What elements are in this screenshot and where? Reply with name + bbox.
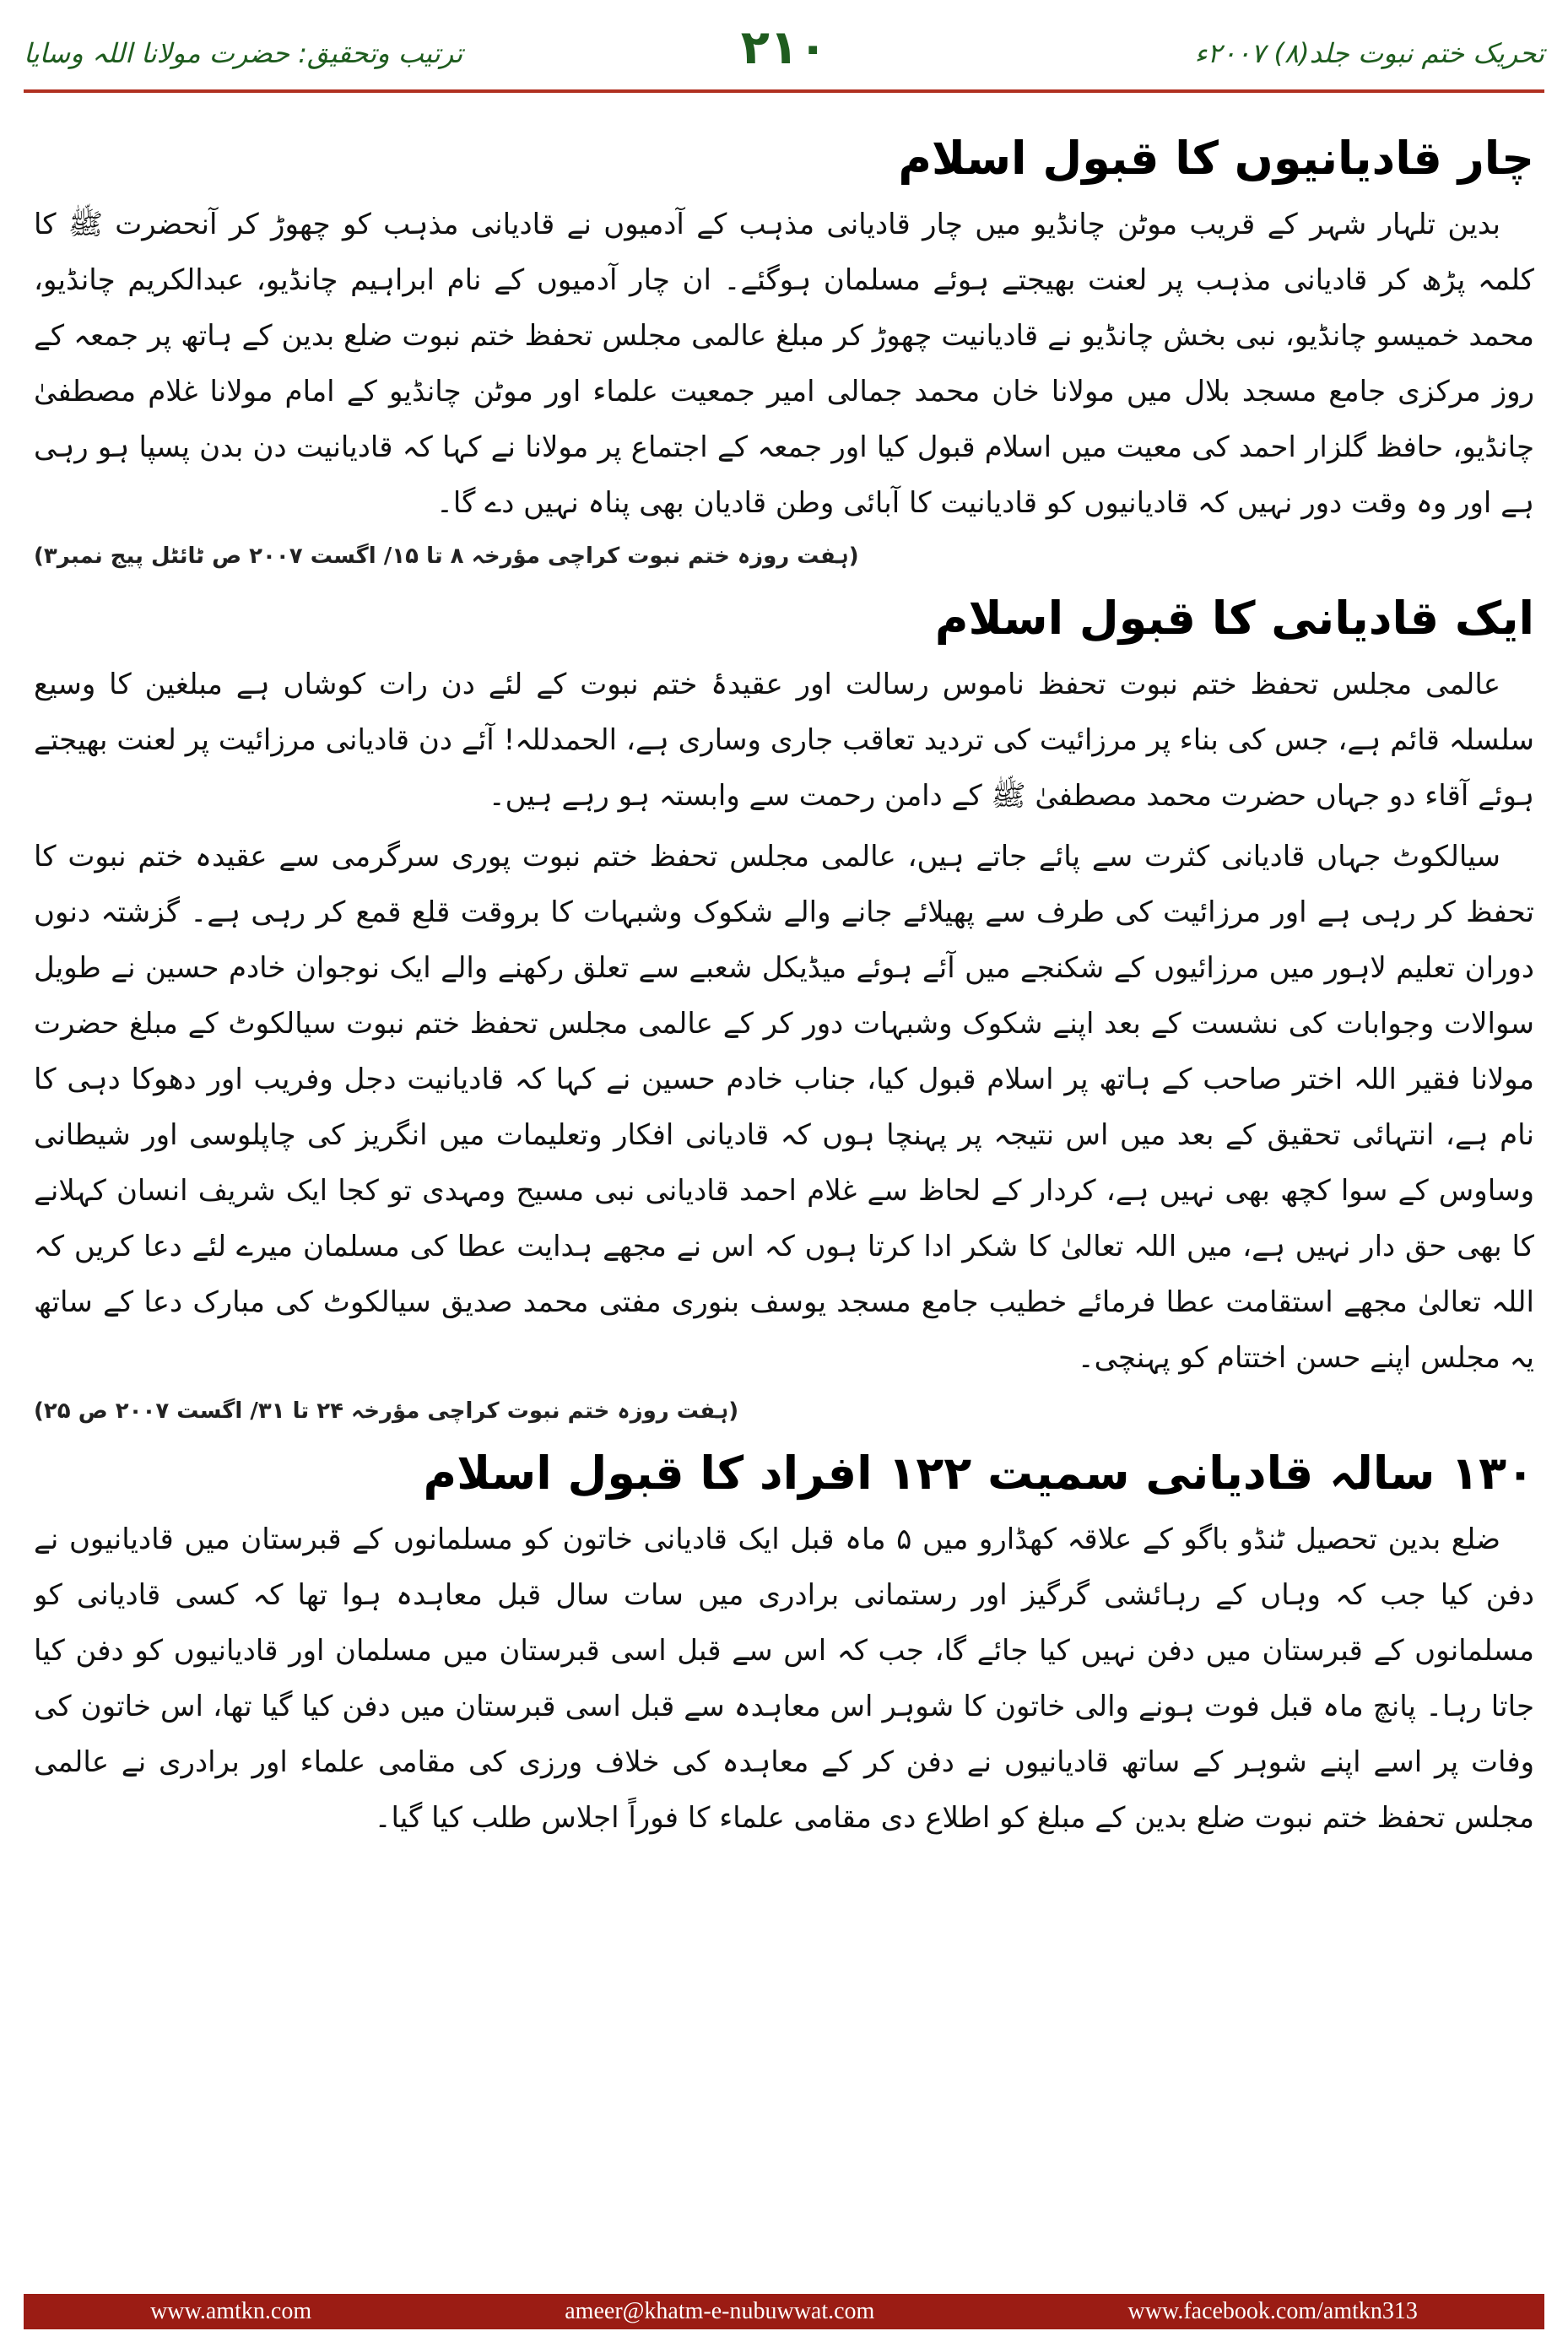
facebook-link[interactable]: www.facebook.com/amtkn313 bbox=[1127, 2298, 1418, 2324]
source-reference: (ہفت روزہ ختم نبوت کراچی مؤرخہ ۸ تا ۱۵/ اگست ۲۰۰۷ ص ٹائٹل پیج نمبر۳) bbox=[34, 543, 859, 569]
compiler-credit: ترتیب وتحقیق: حضرت مولانا اللہ وسایا bbox=[24, 37, 463, 69]
section-one-qadiani bbox=[34, 588, 1534, 1431]
section-title: ایک قادیانی کا قبول اسلام bbox=[934, 591, 1534, 645]
paragraph: سیالکوٹ جہاں قادیانی کثرت سے پائے جاتے ہیں، عالمی مجلس تحفظ ختم نبوت پوری سرگرمی سے عقیدہ ختم نبوت کا تحفظ کر رہی ہے اور مرزائیت کی طرف سے پھیلائے جانے والے شکوک وشبہات کا بروقت قلع قمع کر رہی ہے۔ گزشتہ دنوں دوران تعلیم لاہور میں مرزائیوں کے شکنجے میں آئے ہوئے میڈیکل شعبے سے تعلق رکھنے والے ایک نوجوان خادم حسین نے طویل سوالات وجوابات کی نشست کے بعد اپنے شکوک وشبہات دور کر کے عالمی مجلس تحفظ ختم نبوت سیالکوٹ کے مبلغ حضرت مولانا فقیر اللہ اختر صاحب کے ہاتھ پر اسلام قبول کیا، جناب خادم حسین نے کہا کہ قادیانیت دجل وفریب اور دھوکا دہی کا نام ہے، انتہائی تحقیق کے بعد میں اس نتیجہ پر پہنچا ہوں کہ قادیانی افکار وتعلیمات میں انگریز کی چاپلوسی اور شیطانی وساوس کے سوا کچھ بھی نہیں ہے، کردار کے لحاظ سے غلام احمد قادیانی نبی مسیح ومہدی تو کجا ایک شریف انسان کہلانے کا بھی حق دار نہیں ہے، میں اللہ تعالیٰ کا شکر ادا کرتا ہوں کہ اس نے مجھے ہدایت عطا کی مسلمان میرے لئے دعا کریں کہ اللہ تعالیٰ مجھے استقامت عطا فرمائے خطیب جامع مسجد یوسف بنوری مفتی محمد صدیق سیالکوٹ کی مبارک دعا کے ساتھ یہ مجلس اپنے حسن اختتام کو پہنچی۔ bbox=[34, 839, 1534, 1375]
paragraph: ضلع بدین تحصیل ٹنڈو باگو کے علاقہ کھڈارو میں ۵ ماہ قبل ایک قادیانی خاتون کو مسلمانوں کے قبرستان میں قادیانیوں نے دفن کیا جب کہ وہاں کے رہائشی گرگیز اور رستمانی برادری میں سات سال قبل معاہدہ ہوا تھا کہ کسی قادیانی کو مسلمانوں کے قبرستان میں دفن نہیں کیا جائے گا، جب کہ اس سے قبل اسی قبرستان میں مسلمان اور قادیانیوں کو دفن کیا جاتا رہا۔ پانچ ماہ قبل فوت ہونے والی خاتون کا شوہر اس معاہدہ سے قبل اسی قبرستان میں دفن کیا گیا تھا، اس خاتون کی وفات پر اسے اپنے شوہر کے ساتھ قادیانیوں نے دفن کر کے معاہدہ کی خلاف ورزی کی مقامی علماء اور برادری نے عالمی مجلس تحفظ ختم نبوت ضلع بدین کے مبلغ کو اطلاع دی مقامی علماء کا فوراً اجلاس طلب کیا گیا۔ bbox=[34, 1522, 1534, 1835]
section-title: چار قادیانیوں کا قبول اسلام bbox=[898, 132, 1534, 185]
source-reference: (ہفت روزہ ختم نبوت کراچی مؤرخہ ۲۴ تا ۳۱/ اگست ۲۰۰۷ ص ۲۵) bbox=[34, 1398, 739, 1424]
website-link[interactable]: www.amtkn.com bbox=[150, 2298, 312, 2324]
page-footer bbox=[24, 2294, 1544, 2329]
page-header bbox=[24, 12, 1544, 111]
section-122-people bbox=[34, 1443, 1534, 1846]
section-title: ۱۳۰ سالہ قادیانی سمیت ۱۲۲ افراد کا قبول اسلام bbox=[423, 1446, 1534, 1500]
section-four-qadianis bbox=[34, 128, 1534, 576]
header-divider bbox=[24, 89, 1544, 93]
page-number: ۲۱۰ bbox=[740, 20, 828, 75]
email-link[interactable]: ameer@khatm-e-nubuwwat.com bbox=[565, 2298, 875, 2324]
paragraph: بدین تلہار شہر کے قریب موٹن چانڈیو میں چار قادیانی مذہب کے آدمیوں نے قادیانی مذہب کو چھوڑ کر آنحضرت ﷺ کا کلمہ پڑھ کر قادیانی مذہب پر لعنت بھیجتے ہوئے مسلمان ہوگئے۔ ان چار آدمیوں کے نام ابراہیم چانڈیو، عبدالکریم چانڈیو، محمد خمیسو چانڈیو، نبی بخش چانڈیو نے قادیانیت چھوڑ کر مبلغ عالمی مجلس تحفظ ختم نبوت ضلع بدین کے ہاتھ پر جمعہ کے روز مرکزی جامع مسجد بلال میں مولانا خان محمد جمالی امیر جمعیت علماء اور موٹن چانڈیو کے امام مولانا غلام مصطفیٰ چانڈیو، حافظ گلزار احمد کی معیت میں اسلام قبول کیا اور جمعہ کے اجتماع پر مولانا نے کہا کہ قادیانیت دن بدن پسپا ہو رہی ہے اور وہ وقت دور نہیں کہ قادیانیوں کو قادیانیت کا آبائی وطن قادیان بھی پناہ نہیں دے گا۔ bbox=[34, 207, 1534, 520]
paragraph: عالمی مجلس تحفظ ختم نبوت تحفظ ناموس رسالت اور عقیدۂ ختم نبوت کے لئے دن رات کوشاں ہے مبلغین کا وسیع سلسلہ قائم ہے، جس کی بناء پر مرزائیت کی تردید تعاقب جاری وساری ہے، الحمدللہ! آئے دن قادیانی مرزائیت پر لعنت بھیجتے ہوئے آقاء دو جہاں حضرت محمد مصطفیٰ ﷺ کے دامن رحمت سے وابستہ ہو رہے ہیں۔ bbox=[34, 667, 1534, 813]
book-title: تحریک ختم نبوت جلد(۸) ۲۰۰۷ء bbox=[1194, 37, 1544, 69]
article-body bbox=[34, 118, 1534, 2279]
